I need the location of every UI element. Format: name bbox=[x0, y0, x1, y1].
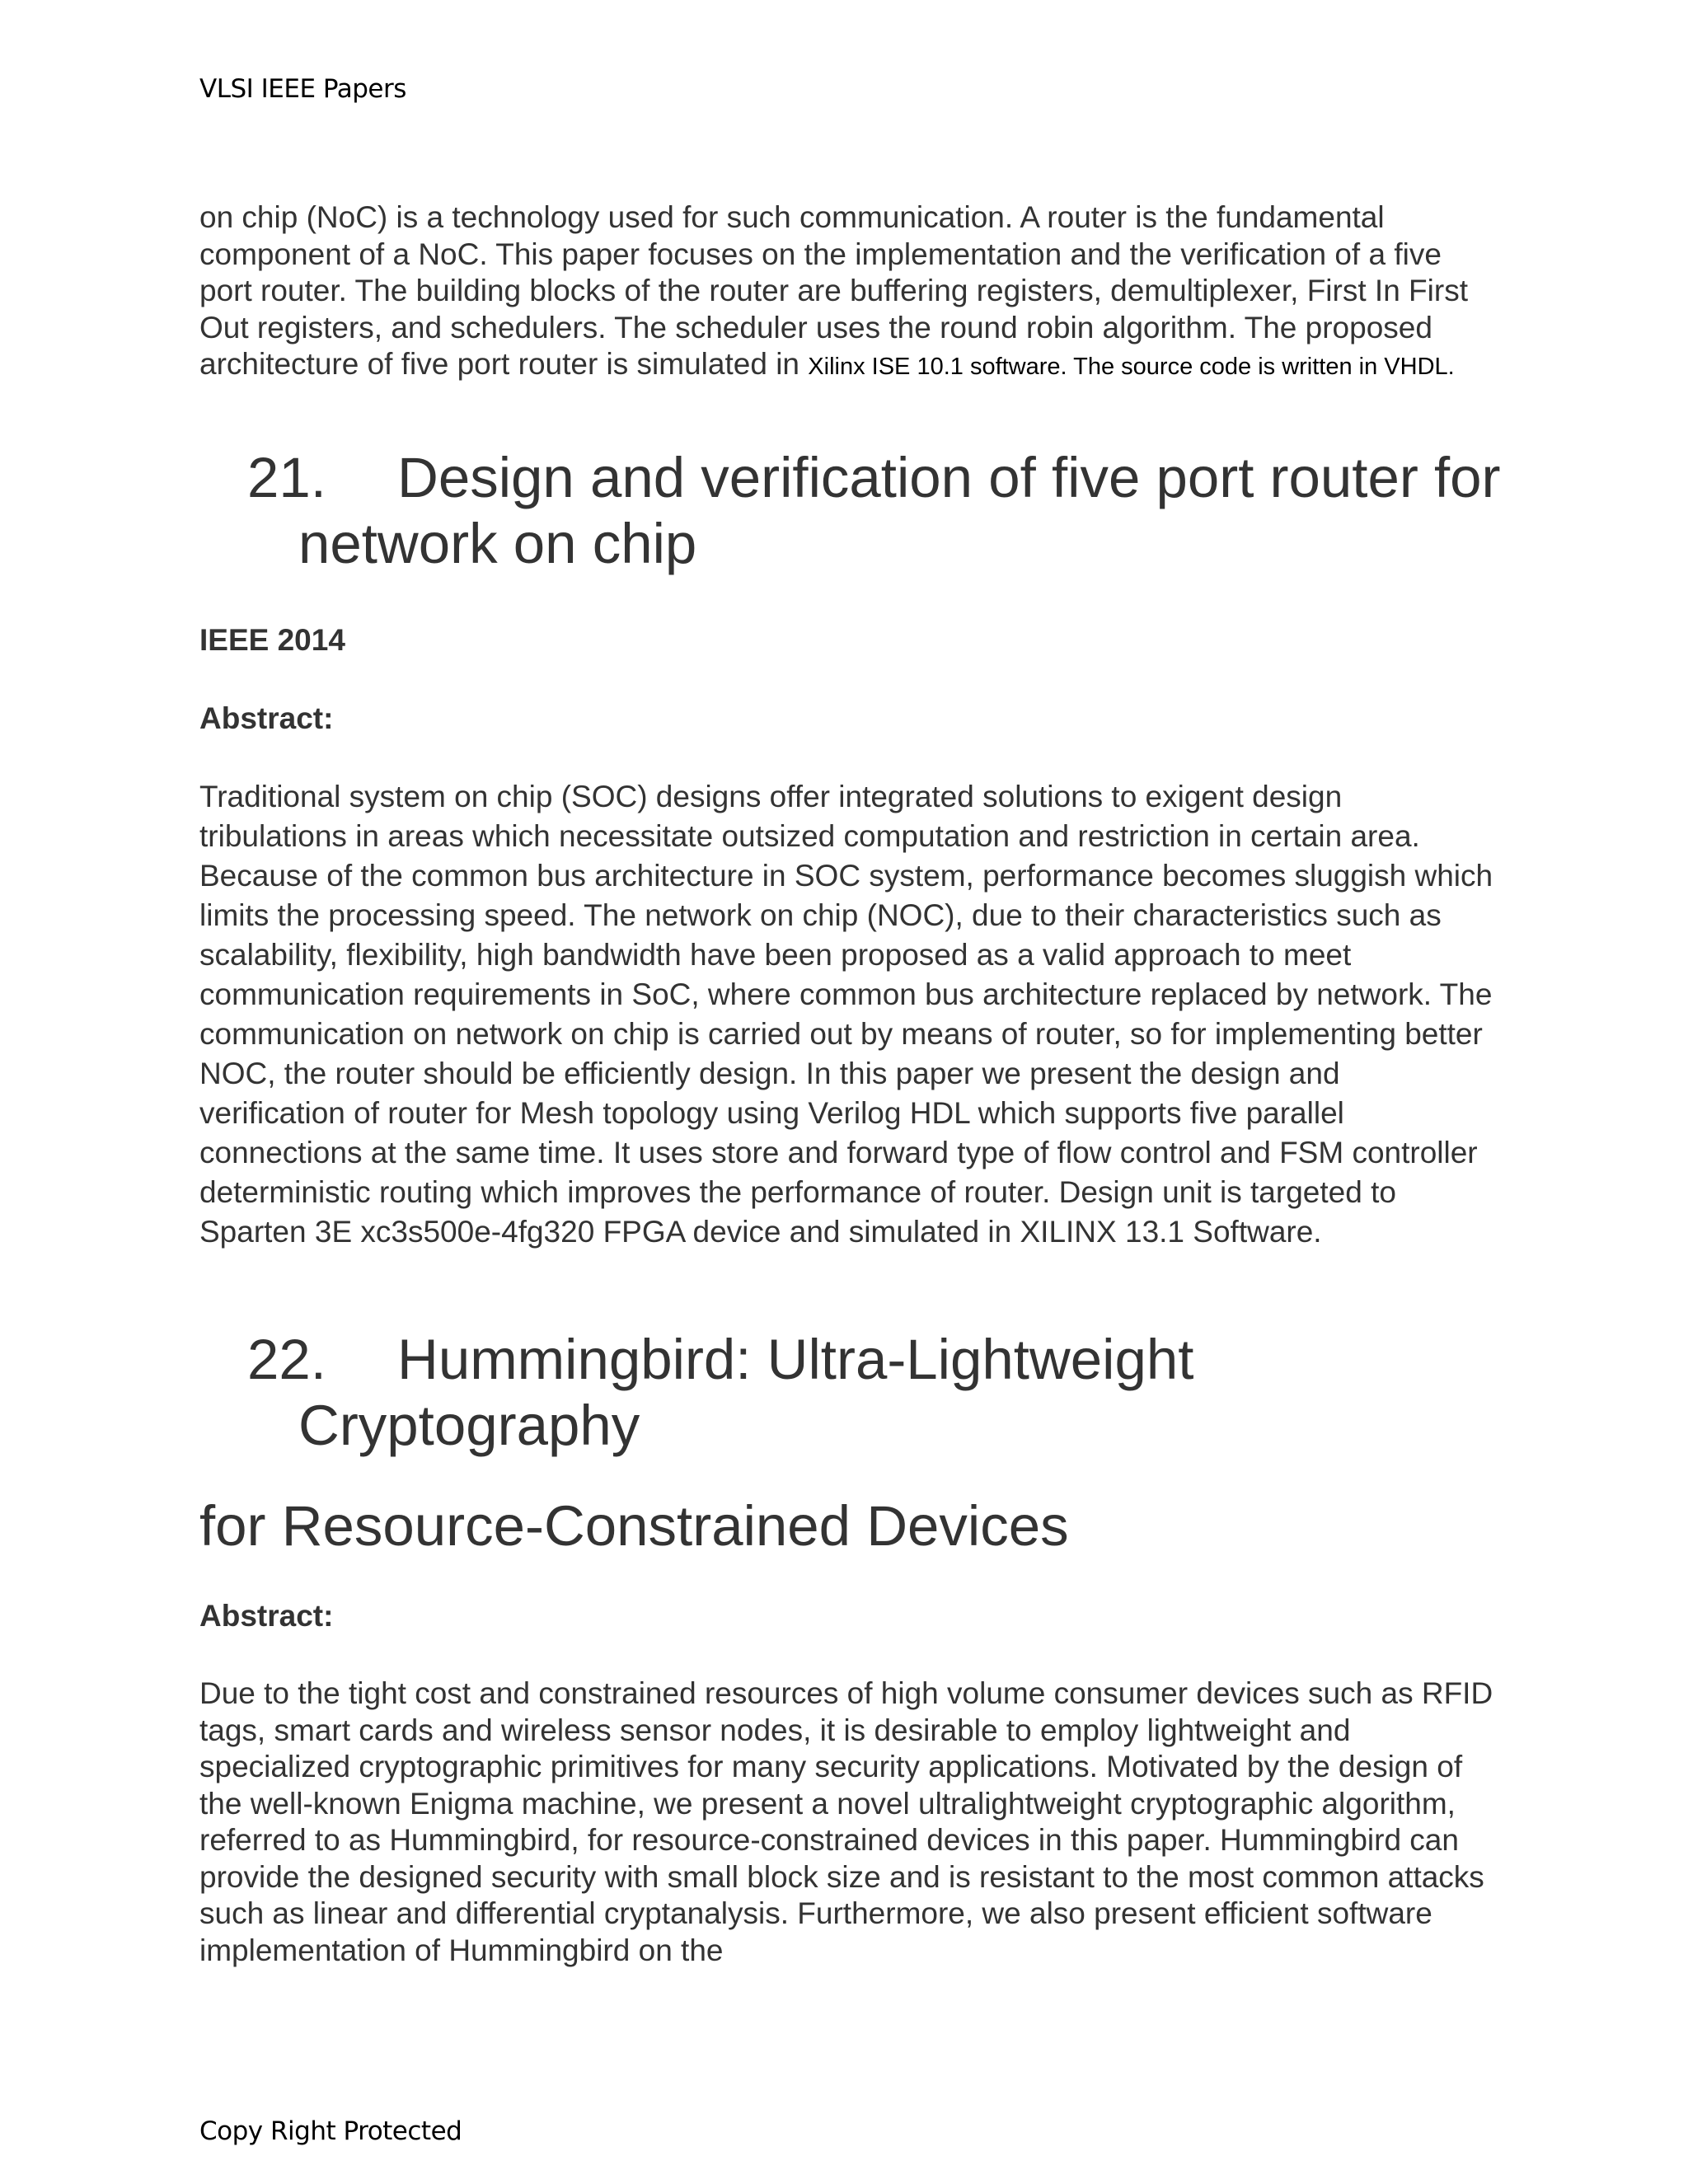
paper-22-number: 22. bbox=[247, 1328, 326, 1391]
intro-main-text: on chip (NoC) is a technology used for such communication. A router is the fundamental component of a NoC. This paper focuses on the implementation and the verification of a five port router. The building blocks of the router are buffering registers, demultiplexer, First In First Out registers, and schedulers. The scheduler uses the round robin algorithm. The proposed architecture of five port router is simulated in bbox=[199, 200, 1468, 381]
paper-22-title-line2: Cryptography bbox=[298, 1394, 640, 1457]
paper-22-title-line1: Hummingbird: Ultra-Lightweight bbox=[397, 1328, 1194, 1391]
page-footer: Copy Right Protected bbox=[199, 2116, 462, 2146]
paper-21-number: 21. bbox=[247, 446, 326, 509]
paper-21-abstract: Traditional system on chip (SOC) designs offer integrated solutions to exigent design tribulations in areas which necessitate outsized computation and restriction in certain area. Because of the common bus architecture in SOC system, performance becomes sluggish which limits the processing speed. The network on chip (NOC), due to their characteristics such as scalability, flexibility, high bandwidth have been proposed as a valid approach to meet communication requirements in SoC, where common bus architecture replaced by network. The communication on network on chip is carried out by means of router, so for implementing better NOC, the router should be efficiently design. In this paper we present the design and verification of router for Mesh topology using Verilog HDL which supports five parallel connections at the same time. It uses store and forward type of flow control and FSM controller deterministic routing which improves the performance of router. Design unit is targeted to Sparten 3E xc3s500e-4fg320 FPGA device and simulated in XILINX 13.1 Software. bbox=[199, 780, 1493, 1249]
paper-21-title-line2: network on chip bbox=[298, 512, 697, 575]
paper-21-year: IEEE 2014 bbox=[199, 623, 345, 657]
page-header: VLSI IEEE Papers bbox=[199, 74, 406, 104]
paper-21-abstract-label: Abstract: bbox=[199, 701, 334, 735]
paper-21-title-line1: Design and verification of five port router for bbox=[397, 446, 1501, 509]
paper-22-title bbox=[247, 1327, 1533, 1459]
intro-tail-text: Xilinx ISE 10.1 software. The source code is written in VHDL. bbox=[808, 354, 1455, 380]
paper-22-abstract-label: Abstract: bbox=[199, 1599, 334, 1633]
paper-22-subtitle: for Resource-Constrained Devices bbox=[199, 1494, 1069, 1558]
intro-paragraph bbox=[199, 199, 1493, 383]
paper-22-abstract: Due to the tight cost and constrained resources of high volume consumer devices such as RFID tags, smart cards and wireless sensor nodes, it is desirable to employ lightweight and specialized cryptographic primitives for many security applications. Motivated by the design of the well-known Enigma machine, we present a novel ultralightweight cryptographic algorithm, referred to as Hummingbird, for resource-constrained devices in this paper. Hummingbird can provide the designed security with small block size and is resistant to the most common attacks such as linear and differential cryptanalysis. Furthermore, we also present efficient software implementation of Hummingbird on the bbox=[199, 1676, 1493, 1967]
paper-21-title bbox=[247, 445, 1533, 577]
